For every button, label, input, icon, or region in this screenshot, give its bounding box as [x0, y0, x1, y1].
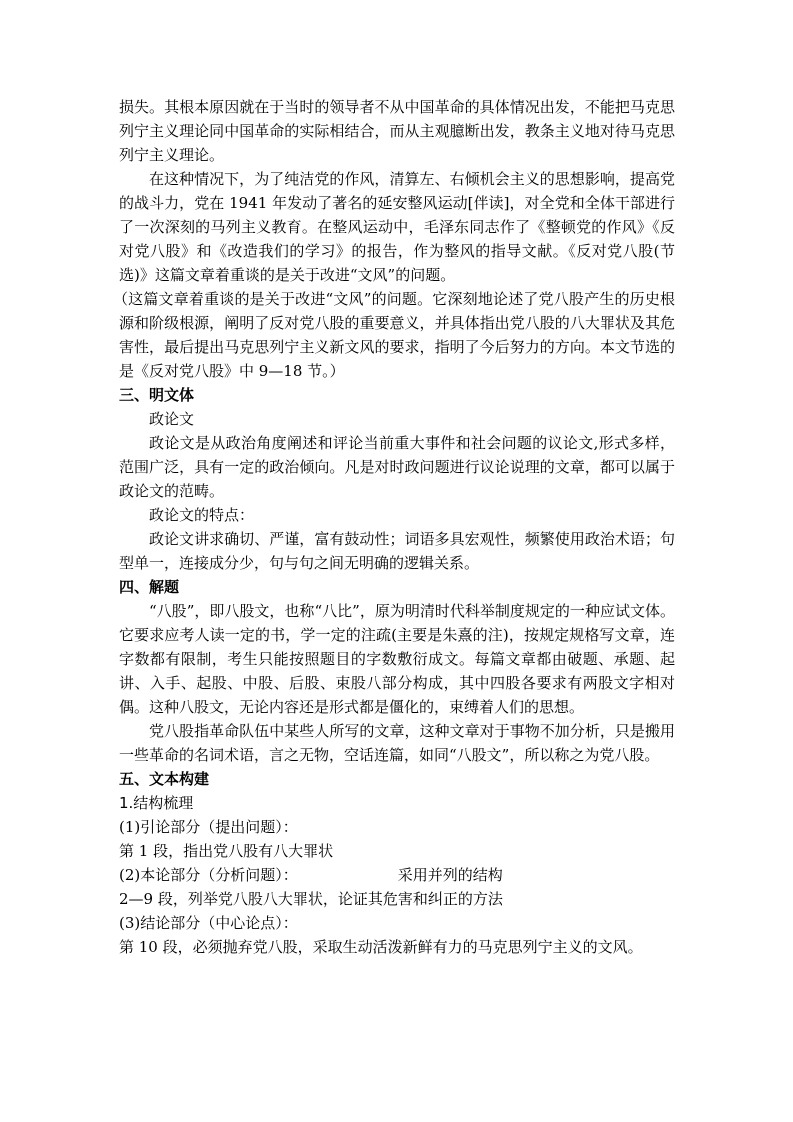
structure-body [119, 863, 675, 887]
document-page [113, 95, 675, 959]
paragraph-genre-features: 政论文讲求确切、严谨，富有鼓动性；词语多具宏观性，频繁使用政治术语；句型单一，连接成分少，句与句之间无明确的逻辑关系。 [119, 530, 675, 572]
genre-features-label: 政论文的特点： [149, 506, 255, 524]
paragraph-article-summary: （这篇文章着重谈的是关于改进“文风”的问题。它深刻地论述了党八股产生的历史根源和阶级根源，阐明了反对党八股的重要意义，并具体指出党八股的八大罪状及其危害性，最后提出马克思列宁主义新文风的要求，指明了今后努力的方向。本文节选的是《反对党八股》中 9—18 节。） [113, 290, 675, 380]
heading-text-structure: 五、文本构建 [119, 770, 210, 788]
genre-name: 政论文 [149, 410, 195, 428]
structure-body-detail: 2—9 段，列举党八股八大罪状，论证其危害和纠正的方法 [119, 890, 503, 908]
paragraph-eight-legged-essay: “八股”，即八股文，也称“八比”，原为明清时代科举制度规定的一种应试文体。它要求应考人读一定的书，学一定的注疏(主要是朱熹的注)，按规定规格写文章，连字数都有限制，考生只能按照题目的字数敷衍成文。每篇文章都由破题、承题、起讲、入手、起股、中股、后股、束股八部分构成，其中四股各要求有两股文字相对偶。这种八股文，无论内容还是形式都是僵化的，束缚着人们的思想。 [119, 602, 675, 716]
paragraph-root-cause: 损失。其根本原因就在于当时的领导者不从中国革命的具体情况出发，不能把马克思列宁主义理论同中国革命的实际相结合，而从主观臆断出发，教条主义地对待马克思列宁主义理论。 [119, 98, 675, 164]
structure-body-label: (2)本论部分（分析问题）： [119, 866, 298, 884]
structure-introduction: (1)引论部分（提出问题）： [119, 818, 298, 836]
structure-body-note: 采用并列的结构 [397, 866, 503, 884]
paragraph-party-eight-legged: 党八股指革命队伍中某些人所写的文章，这种文章对于事物不加分析，只是搬用一些革命的名词术语，言之无物，空话连篇，如同“八股文”，所以称之为党八股。 [119, 722, 675, 764]
paragraph-rectification-movement: 在这种情况下，为了纯洁党的作风，清算左、右倾机会主义的思想影响，提高党的战斗力，党在 1941 年发动了著名的延安整风运动[伴读]，对全党和全体干部进行了一次深刻的马列主义教育。在整风运动中，毛泽东同志作了《整顿党的作风》《反对党八股》和《改造我们的学习》的报告，作为整风的指导文献。《反对党八股(节选)》这篇文章着重谈的是关于改进“文风”的问题。 [119, 170, 675, 284]
structure-introduction-detail: 第 1 段，指出党八股有八大罪状 [119, 842, 334, 860]
structure-title: 1.结构梳理 [119, 794, 194, 812]
structure-conclusion-detail: 第 10 段，必须抛弃党八股，采取生动活泼新鲜有力的马克思列宁主义的文风。 [119, 938, 643, 956]
heading-title-explanation: 四、解题 [119, 578, 180, 596]
heading-genre: 三、明文体 [119, 386, 195, 404]
structure-conclusion: (3)结论部分（中心论点）： [119, 914, 298, 932]
paragraph-genre-definition: 政论文是从政治角度阐述和评论当前重大事件和社会问题的议论文,形式多样，范围广泛，具有一定的政治倾向。凡是对时政问题进行议论说理的文章，都可以属于政论文的范畴。 [119, 434, 675, 500]
